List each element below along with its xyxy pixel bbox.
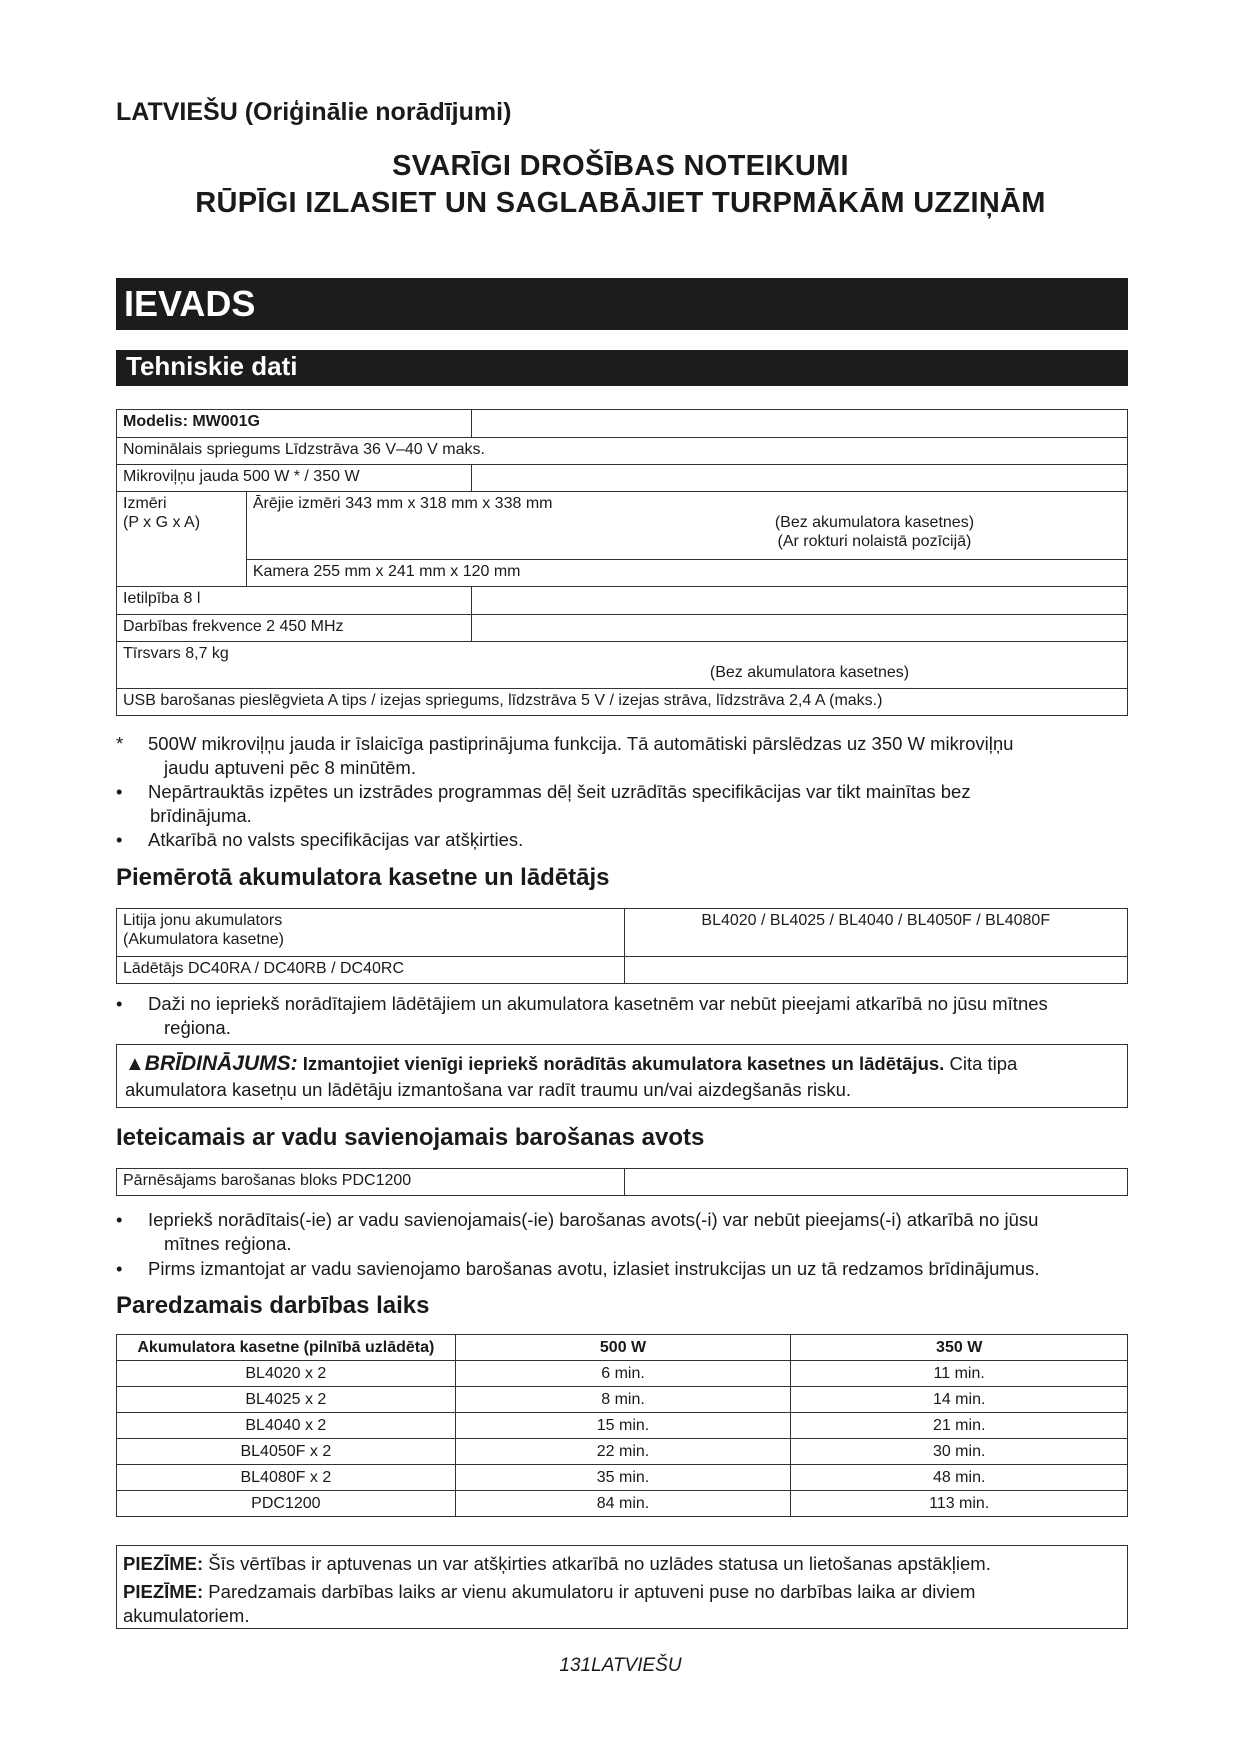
battery-heading: Piemērotā akumulatora kasetne un lādētājs [116,864,610,891]
power-source-heading: Ieteicamais ar vadu savienojamais barošanas avots [116,1124,705,1151]
table-row: BL4050F x 2 22 min. 30 min. [117,1439,1128,1465]
spec-note: * 500W mikroviļņu jauda ir īslaicīga pastiprinājuma funkcija. Tā automātiski pārslēdzas uz 350 W mikroviļņu jaudu aptuveni pēc 8 minūtēm. [116,733,1014,778]
warning-label: BRĪDINĀJUMS: [144,1052,298,1075]
warning-box: ▲BRĪDINĀJUMS: Izmantojiet vienīgi iepriekš norādītās akumulatora kasetnes un lādētājus. Cita tipa akumulatora kasetņu un lādētāju izmantošana var radīt traumu un/vai aizdegšanās risku. [116,1044,1128,1108]
frequency-cell: Darbības frekvence 2 450 MHz [117,615,472,642]
dimensions-label: Izmēri (P x G x A) [117,492,247,587]
power-cell: Mikroviļņu jauda 500 W * / 350 W [117,465,472,492]
table-row: BL4025 x 2 8 min. 14 min. [117,1387,1128,1413]
chamber-cell: Kamera 255 mm x 241 mm x 120 mm [246,560,1127,587]
table-row: BL4080F x 2 35 min. 48 min. [117,1465,1128,1491]
table-row: PDC1200 84 min. 113 min. [117,1491,1128,1517]
specs-heading: Tehniskie dati [116,350,1128,386]
safety-title: SVARĪGI DROŠĪBAS NOTEIKUMI [392,150,849,182]
battery-label: Litija jonu akumulators (Akumulatora kasetne) [117,909,625,957]
battery-table [116,908,1128,984]
page-footer: 131LATVIEŠU [559,1655,682,1676]
model-cell: Modelis: MW001G [117,410,472,438]
notes-box: PIEZĪME: Šīs vērtības ir aptuvenas un var atšķirties atkarībā no uzlādes statusa un lietošanas apstākļiem. PIEZĪME: Paredzamais darbības laiks ar vienu akumulatoru ir aptuveni puse no darbības laika ar diviem akumulatoriem. [116,1545,1128,1629]
spec-note: • Nepārtrauktās izpētes un izstrādes programmas dēļ šeit uzrādītās specifikācijas var tikt mainītas bez brīdinājuma. [116,781,971,826]
weight-cell: Tīrsvars 8,7 kg (Bez akumulatora kasetnes) [117,642,1128,689]
capacity-cell: Ietilpība 8 l [117,587,472,615]
language-title: LATVIEŠU (Oriģinālie norādījumi) [116,98,512,126]
table-row: BL4040 x 2 15 min. 21 min. [117,1413,1128,1439]
battery-note: • Daži no iepriekš norādītajiem lādētājiem un akumulatora kasetnēm var nebūt pieejami atkarībā no jūsu mītnes reģiona. [116,993,1048,1038]
power-source-cell: Pārnēsājams barošanas bloks PDC1200 [117,1169,625,1196]
battery-models: BL4020 / BL4025 / BL4040 / BL4050F / BL4080F [624,909,1127,957]
outer-dimensions-cell: Ārējie izmēri 343 mm x 318 mm x 338 mm (Bez akumulatora kasetnes) (Ar rokturi nolaistā pozīcijā) [246,492,1127,560]
usb-cell: USB barošanas pieslēgvieta A tips / izejas spriegums, līdzstrāva 5 V / izejas strāva, līdzstrāva 2,4 A (maks.) [117,689,1128,716]
charger-cell: Lādētājs DC40RA / DC40RB / DC40RC [117,957,625,984]
power-source-note: • Iepriekš norādītais(-ie) ar vadu savienojamais(-ie) barošanas avots(-i) var nebūt pieejams(-i) atkarībā no jūsu mītnes reģiona. [116,1209,1039,1254]
safety-subtitle: RŪPĪGI IZLASIET UN SAGLABĀJIET TURPMĀKĀM UZZIŅĀM [195,187,1046,219]
runtime-table [116,1334,1128,1517]
specs-table [116,409,1128,716]
power-source-table [116,1168,1128,1196]
power-source-note: • Pirms izmantojat ar vadu savienojamo barošanas avotu, izlasiet instrukcijas un uz tā redzamos brīdinājumus. [116,1258,1040,1279]
voltage-cell: Nominālais spriegums Līdzstrāva 36 V–40 V maks. [117,438,1128,465]
section-bar: IEVADS [116,278,1128,330]
spec-note: • Atkarībā no valsts specifikācijas var atšķirties. [116,829,524,850]
warning-icon: ▲ [125,1053,145,1075]
runtime-header-row: Akumulatora kasetne (pilnībā uzlādēta) 500 W 350 W [117,1335,1128,1361]
runtime-heading: Paredzamais darbības laiks [116,1292,430,1319]
table-row: BL4020 x 2 6 min. 11 min. [117,1361,1128,1387]
